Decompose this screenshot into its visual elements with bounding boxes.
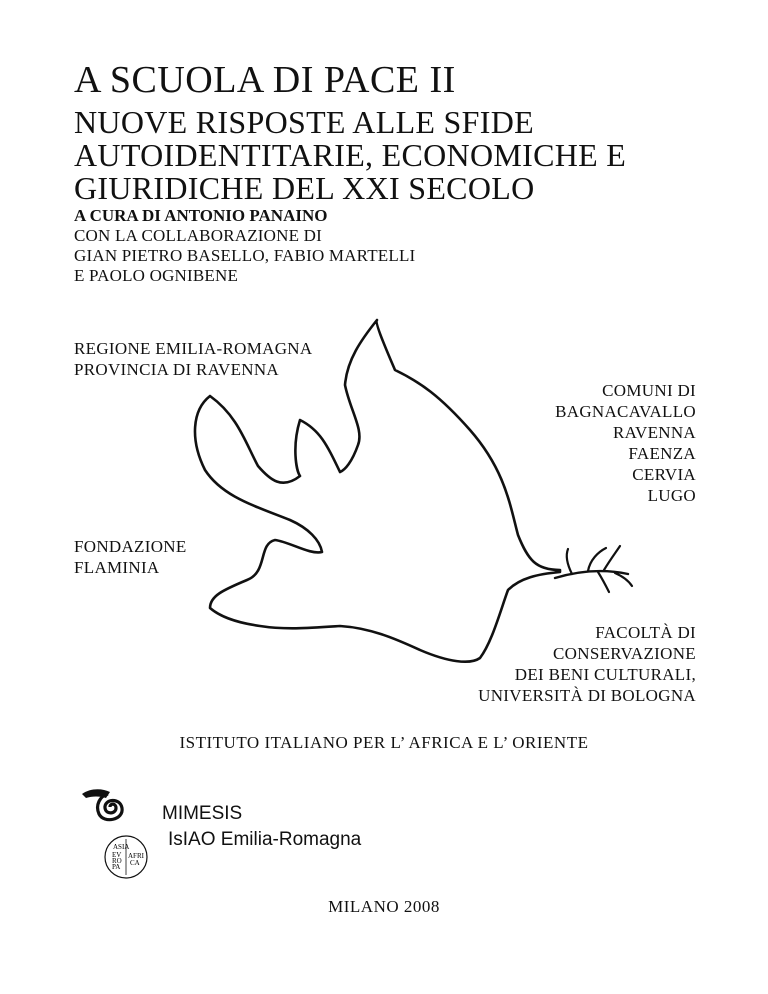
sponsor-line: REGIONE EMILIA-ROMAGNA <box>74 339 313 358</box>
seal-label: RO <box>112 857 122 865</box>
istituto-sponsor: ISTITUTO ITALIANO PER L’ AFRICA E L’ ORIENTE <box>179 733 589 752</box>
sponsor-line: RAVENNA <box>612 423 696 442</box>
sponsor-line: FONDAZIONE <box>74 537 187 556</box>
subtitle-line: AUTOIDENTITARIE, ECONOMICHE E <box>74 137 627 173</box>
subtitle-line: GIURIDICHE DEL XXI SECOLO <box>74 170 535 206</box>
sponsor-line: PROVINCIA DI RAVENNA <box>74 360 279 379</box>
sponsor-line: CONSERVAZIONE <box>553 644 696 663</box>
sponsor-line: CERVIA <box>632 465 696 484</box>
sponsor-line: UNIVERSITÀ DI BOLOGNA <box>478 686 696 705</box>
seal-label: EV <box>112 851 122 859</box>
isiao-seal-icon <box>103 834 149 880</box>
collaboration-line: E PAOLO OGNIBENE <box>74 266 239 285</box>
fondazione-sponsor <box>74 536 187 578</box>
sponsor-line: FAENZA <box>628 444 696 463</box>
sponsor-line: FLAMINIA <box>74 558 160 577</box>
publisher-mimesis: MIMESIS <box>162 803 243 824</box>
place-and-year: MILANO 2008 <box>328 897 440 916</box>
sponsor-line: BAGNACAVALLO <box>555 402 696 421</box>
publisher-isiao: IsIAO Emilia-Romagna <box>168 829 362 850</box>
seal-label: CA <box>130 859 140 867</box>
seal-label: ASIA <box>113 843 130 851</box>
facolta-sponsor <box>478 622 696 706</box>
sponsor-line: DEI BENI CULTURALI, <box>514 665 696 684</box>
sponsor-line: COMUNI DI <box>602 381 696 400</box>
collaboration-line: GIAN PIETRO BASELLO, FABIO MARTELLI <box>74 246 416 265</box>
editor-credit: A CURA DI ANTONIO PANAINO <box>74 206 328 225</box>
sponsor-line: LUGO <box>647 486 696 505</box>
regione-sponsor <box>74 338 312 380</box>
comuni-sponsor <box>555 380 696 506</box>
sponsor-line: FACOLTÀ DI <box>595 623 696 642</box>
seal-label: AFRI <box>128 852 144 860</box>
book-subtitle <box>74 106 626 205</box>
collaboration-credit <box>74 226 415 286</box>
collaboration-line: CON LA COLLABORAZIONE DI <box>74 226 322 245</box>
seal-label: PA <box>112 863 121 871</box>
spiral-logo-icon <box>80 784 136 830</box>
subtitle-line: NUOVE RISPOSTE ALLE SFIDE <box>74 104 534 140</box>
book-title: A SCUOLA DI PACE II <box>74 59 456 101</box>
